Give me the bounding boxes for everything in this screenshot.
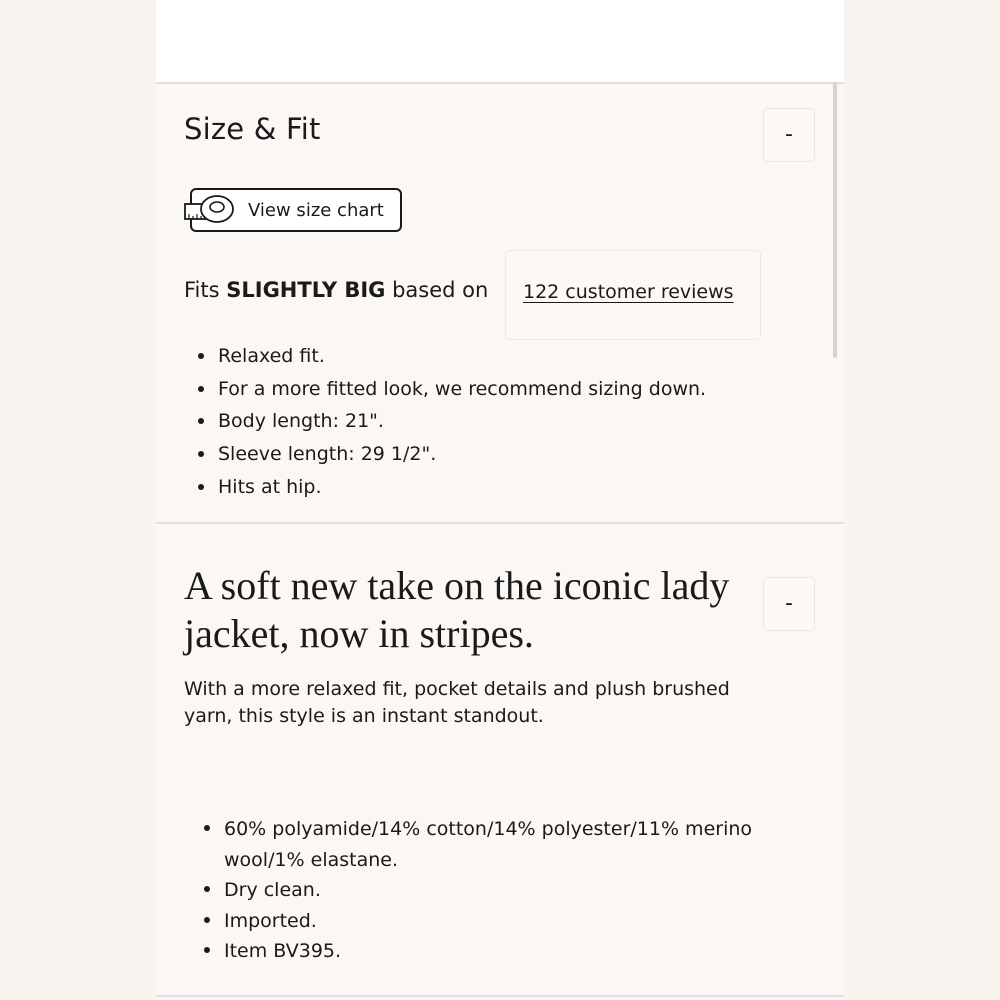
section-divider-bottom [156,995,844,997]
description-collapse-button[interactable]: - [763,577,815,631]
fit-prefix: Fits [184,278,220,302]
fit-suffix: based on [392,278,489,302]
list-item: For a more fitted look, we recommend sizing down. [184,375,706,408]
list-item: 60% polyamide/14% cotton/14% polyester/11% merino wool/1% elastane. [190,814,764,875]
customer-reviews-link[interactable]: 122 customer reviews [523,281,734,303]
view-size-chart-label: View size chart [248,199,384,221]
product-details-list [190,814,764,967]
header-spacer [156,0,844,82]
list-item: Dry clean. [190,875,764,906]
scrollbar-thumb[interactable] [833,82,837,358]
measuring-tape-icon [184,192,236,226]
list-item: Relaxed fit. [184,342,706,375]
list-item: Hits at hip. [184,473,706,506]
description-heading: A soft new take on the iconic lady jacket, now in stripes. [184,563,730,656]
list-item: Sleeve length: 29 1/2". [184,440,706,473]
list-item: Body length: 21". [184,407,706,440]
description-text: With a more relaxed fit, pocket details and plush brushed yarn, this style is an instant standout. [184,678,730,727]
fit-value: SLIGHTLY BIG [226,278,386,302]
fit-details-list [184,342,706,505]
section-divider-top [156,82,844,84]
size-fit-collapse-button[interactable]: - [763,108,815,162]
size-fit-title: Size & Fit [184,112,321,146]
list-item: Imported. [190,906,764,937]
list-item: Item BV395. [190,936,764,967]
section-divider-middle [156,522,844,524]
fit-summary [184,278,488,302]
